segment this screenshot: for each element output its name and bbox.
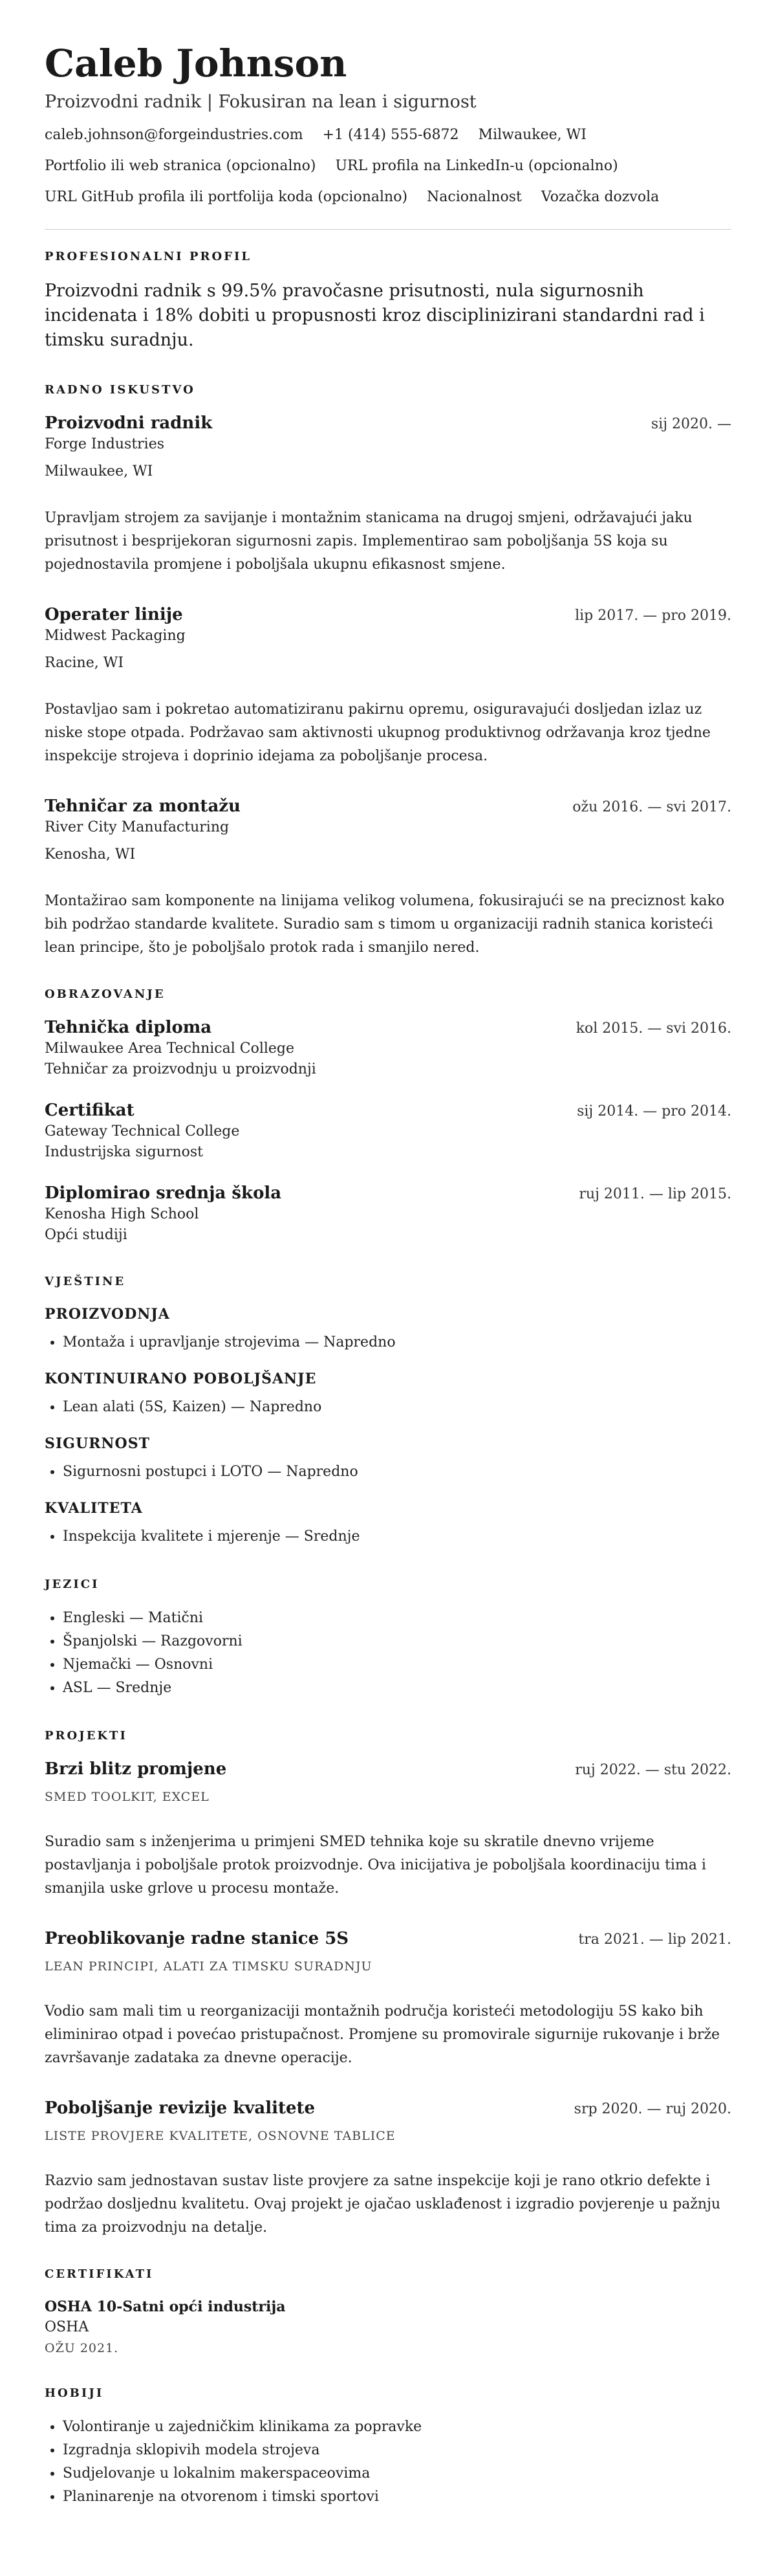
skill-list (45, 1460, 731, 1484)
education-entry (45, 1099, 731, 1163)
job-location: Kenosha, WI (45, 846, 136, 863)
skill-item: • Sigurnosni postupci i LOTO — Napredno (63, 1460, 731, 1484)
job-title: Operater linije (45, 605, 183, 624)
contact-github[interactable]: URL GitHub profila ili portfolija koda (opcionalno) (45, 189, 408, 205)
education-degree: Diplomirao srednja škola (45, 1183, 282, 1203)
candidate-name: Caleb Johnson (45, 41, 347, 85)
education-dates: sij 2014. — pro 2014. (577, 1103, 731, 1119)
job-title: Proizvodni radnik (45, 413, 213, 433)
skill-item: • Inspekcija kvalitete i mjerenje — Srednje (63, 1525, 731, 1548)
project-tools: LISTE PROVJERE KVALITETE, OSNOVNE TABLICE (45, 2129, 396, 2143)
skill-category: KONTINUIRANO POBOLJŠANJE (45, 1371, 317, 1387)
language-item: • Engleski — Matični (63, 1607, 731, 1630)
project-entry (45, 2097, 731, 2240)
job-description: Postavljao sam i pokretao automatiziranu pakirnu opremu, osiguravajući dosljedan izlaz uz niske stope otpada. Podržavao sam aktivnosti ukupnog produktivnog održavanja kroz tjedne inspekcije strojeva i doprinio idejama za poboljšanje procesa. (45, 701, 711, 764)
header-divider (45, 229, 731, 230)
contact-nationality: Nacionalnost (427, 189, 522, 205)
certificate-issuer: OSHA (45, 2319, 89, 2335)
contact-license: Vozačka dozvola (541, 189, 660, 205)
project-dates: ruj 2022. — stu 2022. (575, 1762, 731, 1778)
education-title: OBRAZOVANJE (45, 987, 166, 1001)
hobby-item: • Planinarenje na otvorenom i timski sportovi (63, 2485, 731, 2509)
skill-category: PROIZVODNJA (45, 1306, 170, 1323)
skill-list (45, 1331, 731, 1354)
project-description: Suradio sam s inženjerima u primjeni SMED tehnika koje su skratile dnevno vrijeme postavljanja i poboljšale protok proizvodnje. Ova inicijativa je poboljšala koordinaciju tima i smanjila uske grlove u procesu montaže. (45, 1834, 706, 1897)
hobby-item: • Sudjelovanje u lokalnim makerspaceovima (63, 2462, 731, 2485)
resume-header (45, 40, 731, 207)
education-degree: Certifikat (45, 1101, 135, 1120)
language-item: • ASL — Srednje (63, 1677, 731, 1700)
hobby-item: • Volontiranje u zajedničkim klinikama za popravke (63, 2416, 731, 2439)
project-entry (45, 1758, 731, 1900)
education-degree: Tehnička diploma (45, 1018, 212, 1037)
project-title: Poboljšanje revizije kvalitete (45, 2098, 316, 2118)
education-dates: ruj 2011. — lip 2015. (579, 1186, 731, 1202)
hobbies-title: HOBIJI (45, 2386, 104, 2400)
education-section (45, 987, 731, 1246)
job-dates: ožu 2016. — svi 2017. (572, 799, 731, 815)
job-entry (45, 412, 731, 577)
summary-title: PROFESIONALNI PROFIL (45, 250, 252, 263)
projects-section (45, 1728, 731, 2240)
contact-row-2 (45, 157, 731, 176)
job-company: River City Manufacturing (45, 819, 230, 835)
contact-phone[interactable]: +1 (414) 555-6872 (322, 127, 459, 143)
education-field: Opći studiji (45, 1227, 127, 1243)
project-entry (45, 1928, 731, 2070)
job-entry (45, 604, 731, 768)
certificate-entry (45, 2296, 731, 2357)
hobby-item: • Izgradnja sklopivih modela strojeva (63, 2439, 731, 2462)
project-dates: srp 2020. — ruj 2020. (574, 2101, 731, 2117)
job-entry (45, 795, 731, 960)
skills-section (45, 1274, 731, 1548)
summary-section (45, 249, 731, 353)
education-field: Industrijska sigurnost (45, 1144, 203, 1160)
contact-email[interactable]: caleb.johnson@forgeindustries.com (45, 127, 303, 143)
job-location: Milwaukee, WI (45, 463, 153, 479)
skill-item: • Lean alati (5S, Kaizen) — Napredno (63, 1396, 731, 1419)
job-title: Tehničar za montažu (45, 797, 241, 816)
candidate-headline: Proizvodni radnik | Fokusiran na lean i sigurnost (45, 92, 477, 112)
skill-list (45, 1525, 731, 1548)
experience-section (45, 382, 731, 960)
language-list (45, 1607, 731, 1700)
job-dates: sij 2020. — (651, 416, 731, 432)
job-company: Midwest Packaging (45, 628, 186, 644)
experience-title: RADNO ISKUSTVO (45, 383, 195, 397)
hobbies-section (45, 2386, 731, 2509)
contact-location: Milwaukee, WI (478, 127, 587, 143)
job-company: Forge Industries (45, 436, 165, 452)
skills-title: VJEŠTINE (45, 1275, 126, 1288)
project-description: Razvio sam jednostavan sustav liste provjere za satne inspekcije koji je rano otkrio defekte i podržao dosljednu kvalitetu. Ovaj projekt je ojačao usklađenost i izgradio povjerenje u pažnju tima za proizvodnju na detalje. (45, 2173, 721, 2236)
project-dates: tra 2021. — lip 2021. (578, 1932, 731, 1948)
skill-list (45, 1396, 731, 1419)
language-item: • Njemački — Osnovni (63, 1653, 731, 1677)
project-tools: SMED TOOLKIT, EXCEL (45, 1790, 210, 1804)
education-entry (45, 1017, 731, 1080)
education-field: Tehničar za proizvodnju u proizvodnji (45, 1061, 316, 1077)
education-school: Gateway Technical College (45, 1123, 240, 1139)
job-dates: lip 2017. — pro 2019. (575, 608, 731, 624)
languages-title: JEZICI (45, 1578, 100, 1591)
contact-row-1 (45, 126, 731, 145)
languages-section (45, 1577, 731, 1700)
education-dates: kol 2015. — svi 2016. (576, 1020, 731, 1037)
education-entry (45, 1182, 731, 1246)
project-tools: LEAN PRINCIPI, ALATI ZA TIMSKU SURADNJU (45, 1959, 372, 1974)
projects-title: PROJEKTI (45, 1729, 127, 1743)
job-description: Montažirao sam komponente na linijama velikog volumena, fokusirajući se na preciznost kako bih podržao standarde kvalitete. Suradio sam s timom u organizaciji radnih stanica koristeći lean principe, što je poboljšalo protok rada i smanjilo nered. (45, 893, 725, 956)
skill-category: KVALITETA (45, 1500, 143, 1517)
hobby-list (45, 2416, 731, 2509)
language-item: • Španjolski — Razgovorni (63, 1630, 731, 1653)
summary-text: Proizvodni radnik s 99.5% pravočasne prisutnosti, nula sigurnosnih incidenata i 18% dobiti u propusnosti kroz disciplinizirani standardni rad i timsku suradnju. (45, 281, 705, 350)
education-school: Kenosha High School (45, 1206, 199, 1222)
project-description: Vodio sam mali tim u reorganizaciji montažnih područja koristeći metodologiju 5S kako bih eliminirao otpad i povećao pristupačnost. Promjene su promovirale sigurnije rukovanje i brže završavanje zadataka za dnevne operacije. (45, 2003, 720, 2066)
contact-linkedin[interactable]: URL profila na LinkedIn-u (opcionalno) (335, 158, 618, 174)
certificates-title: CERTIFIKATI (45, 2267, 154, 2281)
job-description: Upravljam strojem za savijanje i montažnim stanicama na drugoj smjeni, održavajući jaku prisutnost i besprijekoran sigurnosni zapis. Implementirao sam poboljšanja 5S koja su pojednostavila promjene i poboljšala ukupnu efikasnost smjene. (45, 510, 693, 573)
contact-row-3 (45, 188, 731, 207)
skill-category: SIGURNOST (45, 1435, 150, 1452)
certificate-date: OŽU 2021. (45, 2341, 119, 2355)
certificate-name: OSHA 10-Satni opći industrija (45, 2298, 286, 2315)
project-title: Preoblikovanje radne stanice 5S (45, 1929, 349, 1948)
contact-portfolio[interactable]: Portfolio ili web stranica (opcionalno) (45, 158, 316, 174)
skill-item: • Montaža i upravljanje strojevima — Napredno (63, 1331, 731, 1354)
certificates-section (45, 2267, 731, 2357)
education-school: Milwaukee Area Technical College (45, 1040, 295, 1057)
job-location: Racine, WI (45, 655, 124, 671)
project-title: Brzi blitz promjene (45, 1759, 227, 1779)
